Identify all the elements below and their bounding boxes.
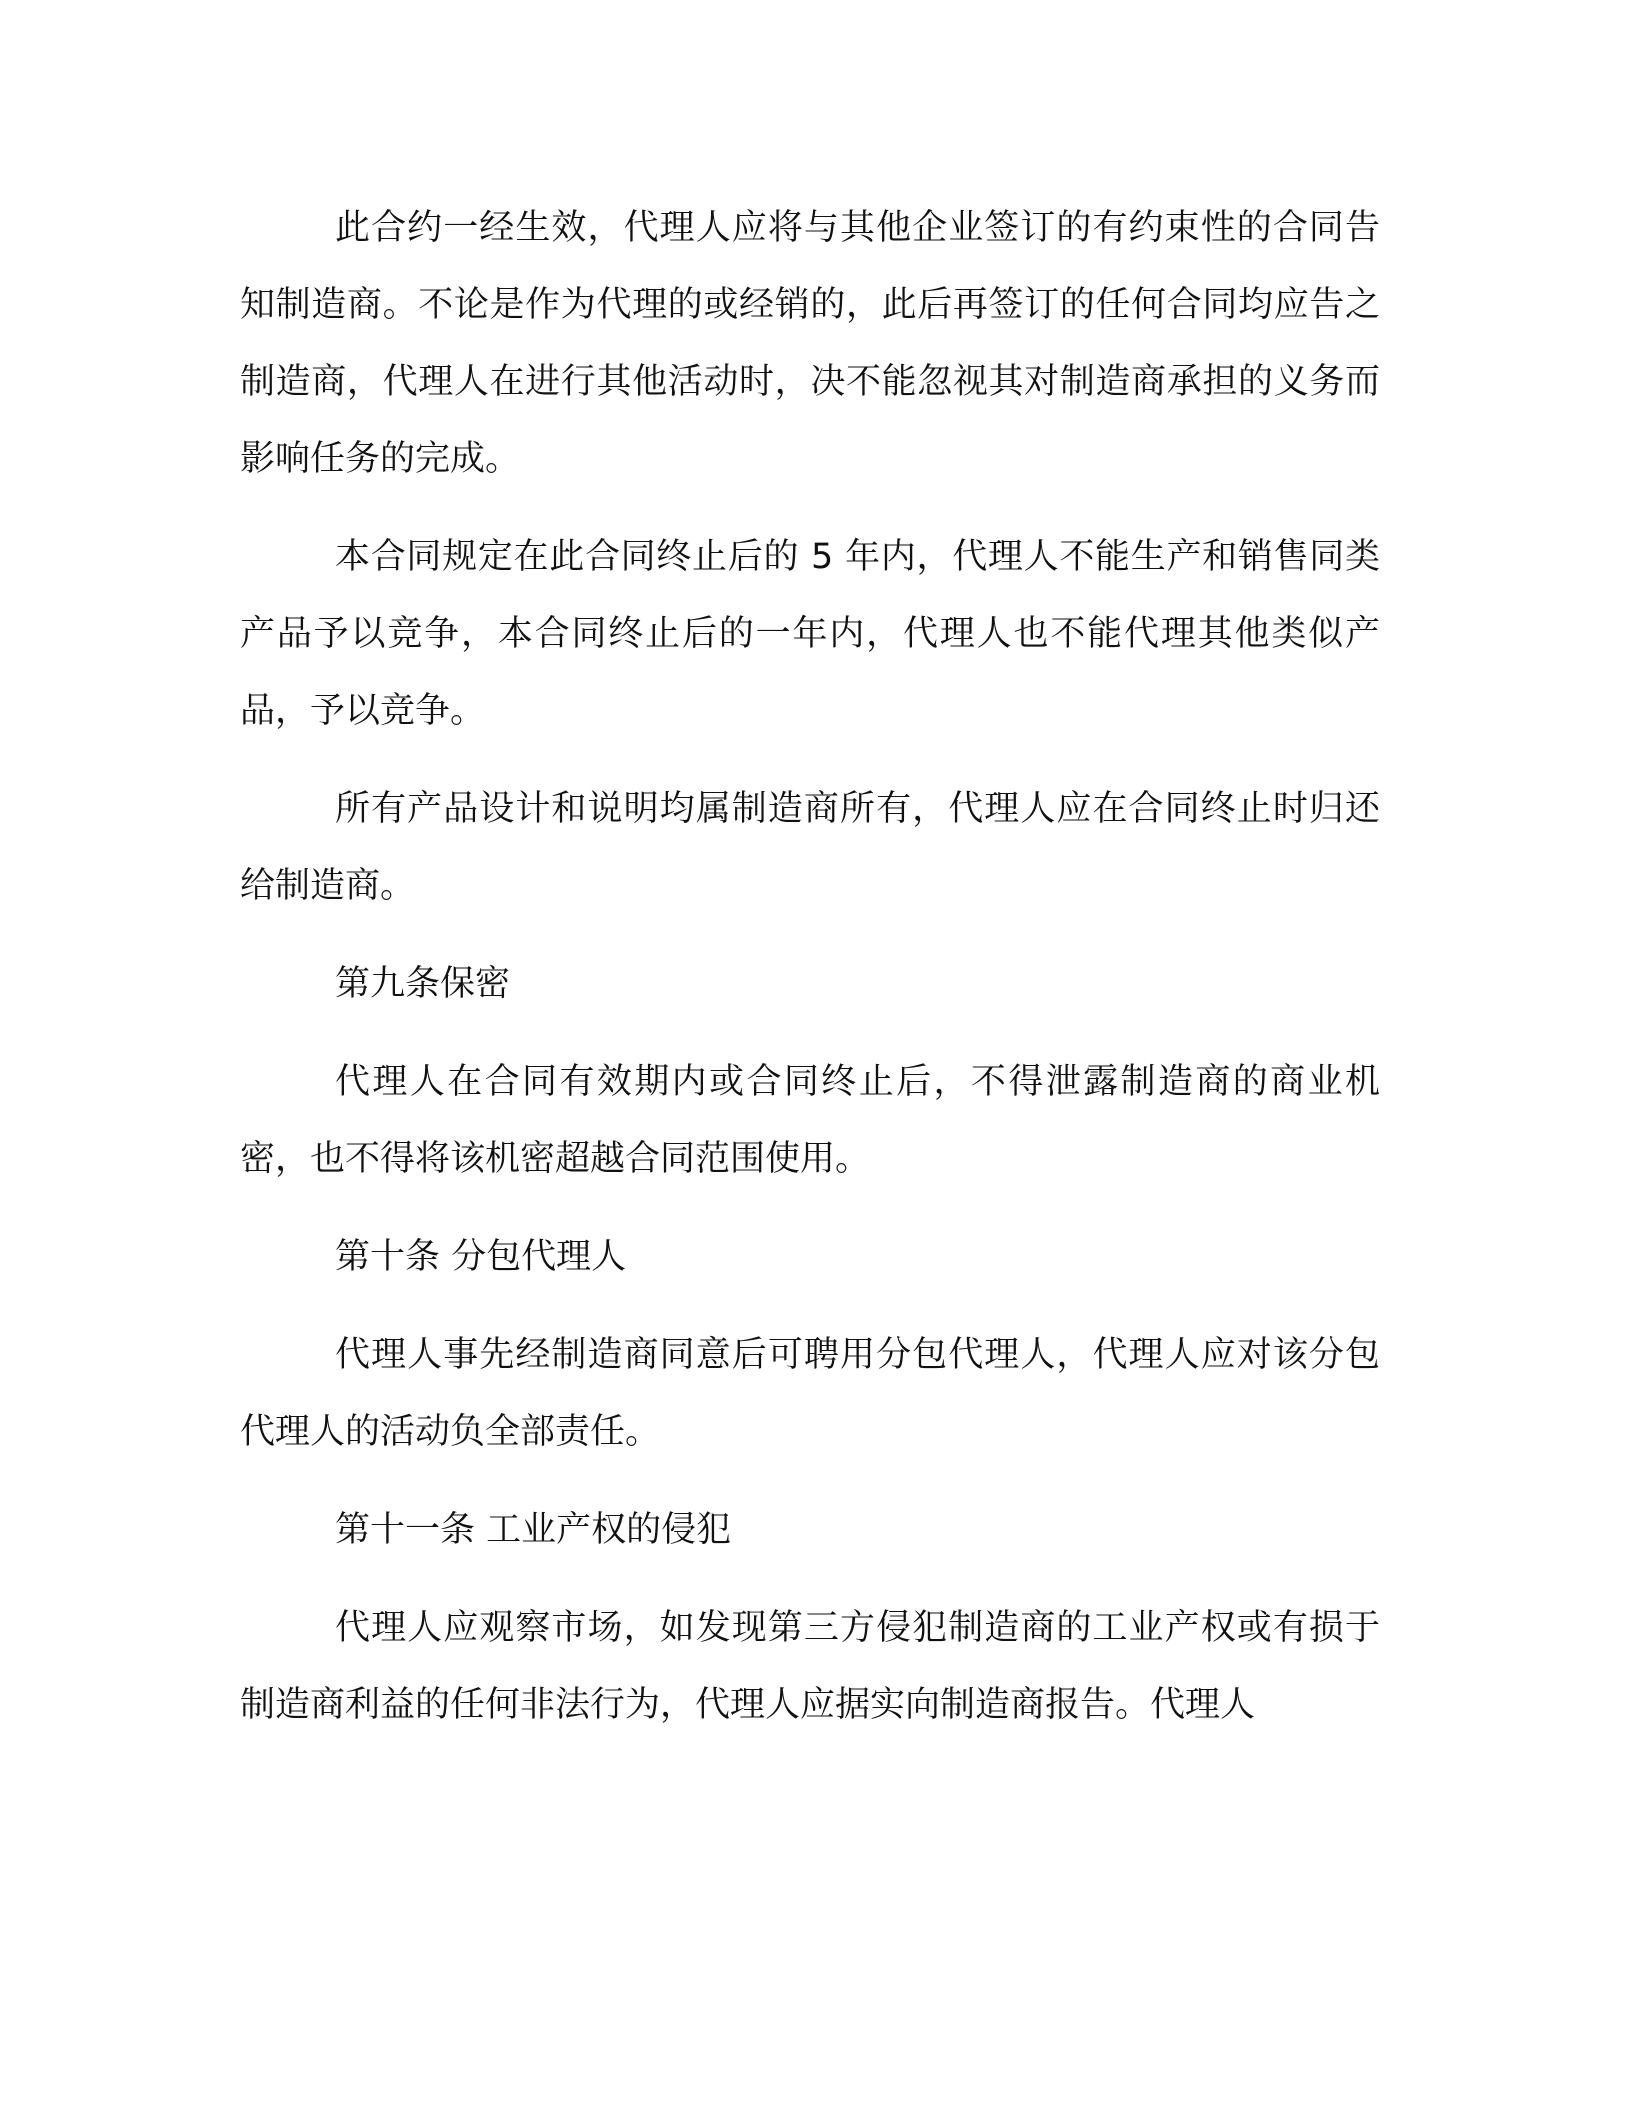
paragraph-confidentiality: 代理人在合同有效期内或合同终止后，不得泄露制造商的商业机密，也不得将该机密超越合同范围使用。 <box>240 1062 1380 1179</box>
paragraph-design-ownership: 所有产品设计和说明均属制造商所有，代理人应在合同终止时归还给制造商。 <box>240 789 1380 906</box>
paragraph-existing-contracts: 此合约一经生效，代理人应将与其他企业签订的有约束性的合同告知制造商。不论是作为代理的或经销的，此后再签订的任何合同均应告之制造商，代理人在进行其他活动时，决不能忽视其对制造商承担的义务而影响任务的完成。 <box>240 208 1380 479</box>
article-9-heading: 第九条保密 <box>335 964 511 1004</box>
article-11-heading: 第十一条 工业产权的侵犯 <box>335 1510 732 1550</box>
paragraph-non-compete: 本合同规定在此合同终止后的 5 年内，代理人不能生产和销售同类产品予以竞争，本合同终止后的一年内，代理人也不能代理其他类似产品，予以竞争。 <box>240 537 1380 731</box>
paragraph-sub-agent: 代理人事先经制造商同意后可聘用分包代理人，代理人应对该分包代理人的活动负全部责任。 <box>240 1335 1380 1452</box>
document-body <box>240 190 1380 1765</box>
article-10-heading: 第十条 分包代理人 <box>335 1237 627 1277</box>
paragraph-ip-infringement: 代理人应观察市场，如发现第三方侵犯制造商的工业产权或有损于制造商利益的任何非法行为，代理人应据实向制造商报告。代理人 <box>240 1608 1380 1725</box>
